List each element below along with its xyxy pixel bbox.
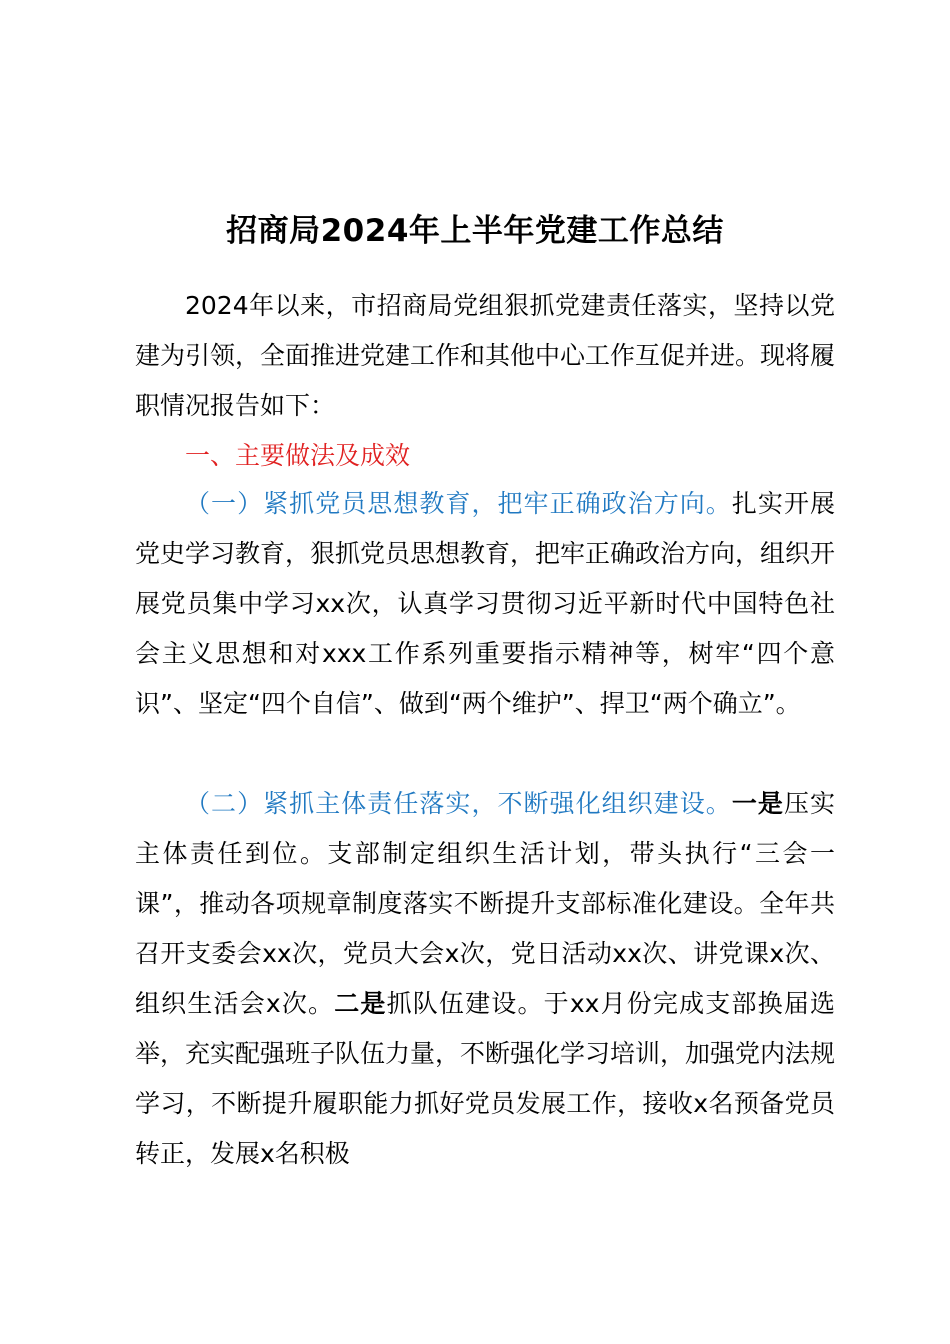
- subsection-2-lead-1: 一是: [731, 789, 784, 818]
- section-heading: 一、主要做法及成效: [185, 441, 411, 470]
- subsection-2-text-1: 压实主体责任到位。支部制定组织生活计划，带头执行“三会一课”，推动各项规章制度落实不断提升支部标准化建设。全年共召开支委会xx次，党员大会x次，党日活动xx次、讲党课x次、组织生活会x次。: [135, 789, 835, 1018]
- subsection-1-heading: （一）紧抓党员思想教育，把牢正确政治方向。: [185, 489, 732, 518]
- intro-paragraph: 2024年以来，市招商局党组狠抓党建责任落实，坚持以党建为引领，全面推进党建工作和其他中心工作互促并进。现将履职情况报告如下：: [135, 291, 836, 420]
- subsection-1-text: 扎实开展党史学习教育，狠抓党员思想教育，把牢正确政治方向，组织开展党员集中学习xx次，认真学习贯彻习近平新时代中国特色社会主义思想和对xxx工作系列重要指示精神等，树牢“四个意识”、坚定“四个自信”、做到“两个维护”、捍卫“两个确立”。: [135, 489, 836, 718]
- subsection-2-paragraph: [135, 779, 835, 1179]
- subsection-2-heading: （二）紧抓主体责任落实，不断强化组织建设。: [185, 789, 732, 818]
- document-title: 招商局2024年上半年党建工作总结: [226, 213, 724, 249]
- subsection-1-paragraph: [135, 479, 835, 729]
- subsection-2-lead-2: 二是: [334, 989, 387, 1018]
- subsection-2-text-2: 抓队伍建设。于xx月份完成支部换届选举，充实配强班子队伍力量，不断强化学习培训，加强党内法规学习，不断提升履职能力抓好党员发展工作，接收x名预备党员转正，发展x名积极: [135, 989, 836, 1168]
